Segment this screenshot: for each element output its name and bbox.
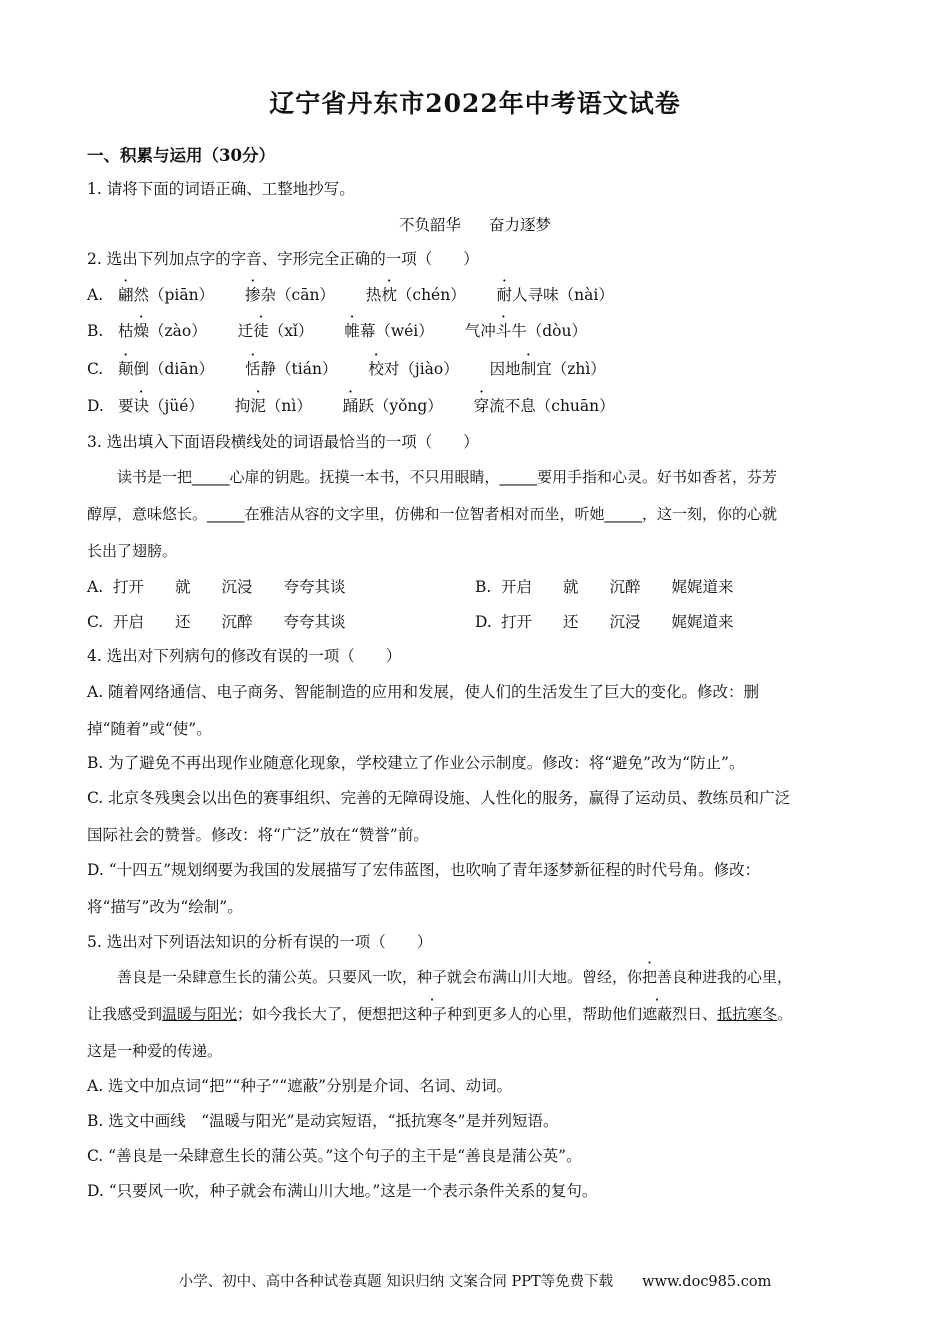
q5-option-d[interactable]: D. “只要风一吹，种子就会布满山川大地。”这是一个表示条件关系的复句。	[87, 1182, 598, 1200]
q2-c-item-1: 颠倒（diān）	[117, 360, 215, 378]
q4-option-b[interactable]: B. 为了避免不再出现作业随意化现象，学校建立了作业公示制度。修改：将“避免”改为“防止”。	[87, 754, 745, 772]
underlined-phrase: 温暖与阳光	[162, 1005, 238, 1023]
dotted-char: 翩	[117, 286, 134, 304]
dotted-char: 颠	[117, 360, 134, 378]
option-label: A.	[87, 286, 104, 304]
q2-b-item-3: 帷幕（wéi）	[344, 322, 434, 340]
q2-d-item-1: 要诀（jüé）	[117, 397, 204, 415]
dotted-char: 制	[520, 360, 537, 378]
underlined-phrase: 抵抗寒冬	[717, 1005, 778, 1023]
dotted-char: 踊	[342, 397, 359, 415]
q3-stem: 3. 选出填入下面语段横线处的词语最恰当的一项（ ）	[87, 433, 479, 451]
dotted-char: 燥	[133, 322, 149, 340]
q2-stem: 2. 选出下列加点字的字音、字形完全正确的一项（ ）	[87, 250, 479, 268]
dotted-char: 徒	[253, 322, 269, 340]
q2-d-item-4: 穿流不息（chuān）	[473, 397, 615, 415]
q2-c-item-3: 校对（jiào）	[368, 360, 459, 378]
q5-passage-line-3: 这是一种爱的传递。	[87, 1042, 223, 1060]
option-label: B.	[87, 322, 104, 340]
q2-a-item-3: 热枕（chén）	[365, 286, 466, 304]
q2-option-c[interactable]	[87, 357, 632, 379]
page-footer: 小学、初中、高中各种试卷真题 知识归纳 文案合同 PPT等免费下载 www.doc985.com	[178, 1274, 772, 1290]
q3-option-b[interactable]: B. 开启 就 沉醉 娓娓道来	[475, 578, 734, 596]
q5-passage-line-1: 善良是一朵肆意生长的蒲公英。只要风一吹，种子就会布满山川大地。曾经，你把善良种进我的心里，	[87, 968, 793, 986]
q3-options-row-2	[87, 610, 734, 632]
q2-b-item-2: 迁徒（xǐ）	[237, 322, 314, 340]
q3-option-c[interactable]: C. 开启 还 沉醉 夸夸其谈	[87, 613, 346, 631]
q2-option-b[interactable]	[87, 319, 613, 341]
q1-word-2: 奋力逐梦	[489, 216, 552, 234]
q3-passage-line-3: 长出了翅膀。	[87, 542, 178, 560]
dotted-char: 掺	[245, 286, 261, 304]
q4-stem: 4. 选出对下列病句的修改有误的一项（ ）	[87, 647, 402, 665]
dotted-char: 枕	[381, 286, 397, 304]
q1-word-1: 不负韶华	[398, 216, 461, 234]
q4-option-c[interactable]: C. 北京冬残奥会以出色的赛事组织、完善的无障碍设施、人性化的服务，赢得了运动员、教练员和广泛	[87, 789, 791, 807]
q5-option-a[interactable]: A. 选文中加点词“把”“种子”“遮蔽”分别是介词、名词、动词。	[87, 1077, 513, 1095]
q2-a-item-4: 耐人寻味（nài）	[496, 286, 614, 304]
q3-option-d[interactable]: D. 打开 还 沉浸 娓娓道来	[475, 613, 734, 631]
q3-option-a[interactable]: A. 打开 就 沉浸 夸夸其谈	[87, 578, 346, 596]
q4-option-d[interactable]: D. “十四五”规划纲要为我国的发展描写了宏伟蓝图，也吹响了青年逐梦新征程的时代号角。修改：	[87, 861, 761, 879]
q2-d-item-3: 踊跃（yǒng）	[342, 397, 443, 415]
q1-stem: 1. 请将下面的词语正确、工整地抄写。	[87, 180, 355, 198]
dotted-char: 耐	[496, 286, 513, 304]
q5-option-c[interactable]: C. “善良是一朵肆意生长的蒲公英。”这个句子的主干是“善良是蒲公英”。	[87, 1147, 582, 1165]
dotted-char: 穿	[473, 397, 490, 415]
section-heading: 一、积累与运用（30分）	[87, 146, 275, 165]
dotted-char: 诀	[133, 397, 149, 415]
option-label: C.	[87, 360, 104, 378]
q2-c-item-4: 因地制宜（zhì）	[489, 360, 606, 378]
q4-option-d-cont: 将“描写”改为“绘制”。	[87, 898, 243, 916]
q2-d-item-2: 拘泥（nì）	[234, 397, 312, 415]
dotted-char: 斗	[495, 322, 512, 340]
dotted-char: 泥	[250, 397, 266, 415]
q3-options-row-1	[87, 575, 734, 597]
q2-b-item-1: 枯燥（zào）	[117, 322, 207, 340]
q4-option-c-cont: 国际社会的赞誉。修改：将“广泛”放在“赞誉”前。	[87, 826, 429, 844]
q2-a-item-2: 掺杂（cān）	[245, 286, 335, 304]
q4-option-a[interactable]: A. 随着网络通信、电子商务、智能制造的应用和发展，使人们的生活发生了巨大的变化。修改：删	[87, 683, 760, 701]
dotted-word: 种子	[417, 1005, 448, 1023]
q2-option-d[interactable]	[87, 394, 641, 416]
dotted-char: 帷	[344, 322, 360, 340]
q4-option-a-cont: 掉“随着”或“使”。	[87, 720, 212, 738]
dotted-word: 遮蔽	[642, 1005, 673, 1023]
q2-b-item-4: 气冲斗牛（dòu）	[464, 322, 587, 340]
q2-a-item-1: 翩然（piān）	[117, 286, 215, 304]
q5-passage-line-2: 让我感受到温暖与阳光；如今我长大了，便想把这种子种到更多人的心里，帮助他们遮蔽烈日、抵抗寒冬。	[87, 1005, 793, 1023]
dotted-char: 校	[368, 360, 384, 378]
page-title: 辽宁省丹东市2022年中考语文试卷	[269, 89, 681, 118]
dotted-char: 恬	[245, 360, 261, 378]
dotted-word: 把	[642, 968, 658, 986]
q5-option-b[interactable]: B. 选文中画线 “温暖与阳光”是动宾短语，“抵抗寒冬”是并列短语。	[87, 1112, 559, 1130]
q2-c-item-2: 恬静（tián）	[245, 360, 338, 378]
q2-option-a[interactable]	[87, 283, 640, 305]
q3-passage-line-1: 读书是一把_____心扉的钥匙。抚摸一本书，不只用眼睛，_____要用手指和心灵。好书如香茗，芬芳	[87, 468, 778, 486]
option-label: D.	[87, 397, 104, 415]
q1-words	[0, 213, 950, 235]
q3-passage-line-2: 醇厚，意味悠长。_____在雅洁从容的文字里，仿佛和一位智者相对而坐，听她_____，这一刻，你的心就	[87, 505, 778, 523]
q5-stem: 5. 选出对下列语法知识的分析有误的一项（ ）	[87, 933, 433, 951]
